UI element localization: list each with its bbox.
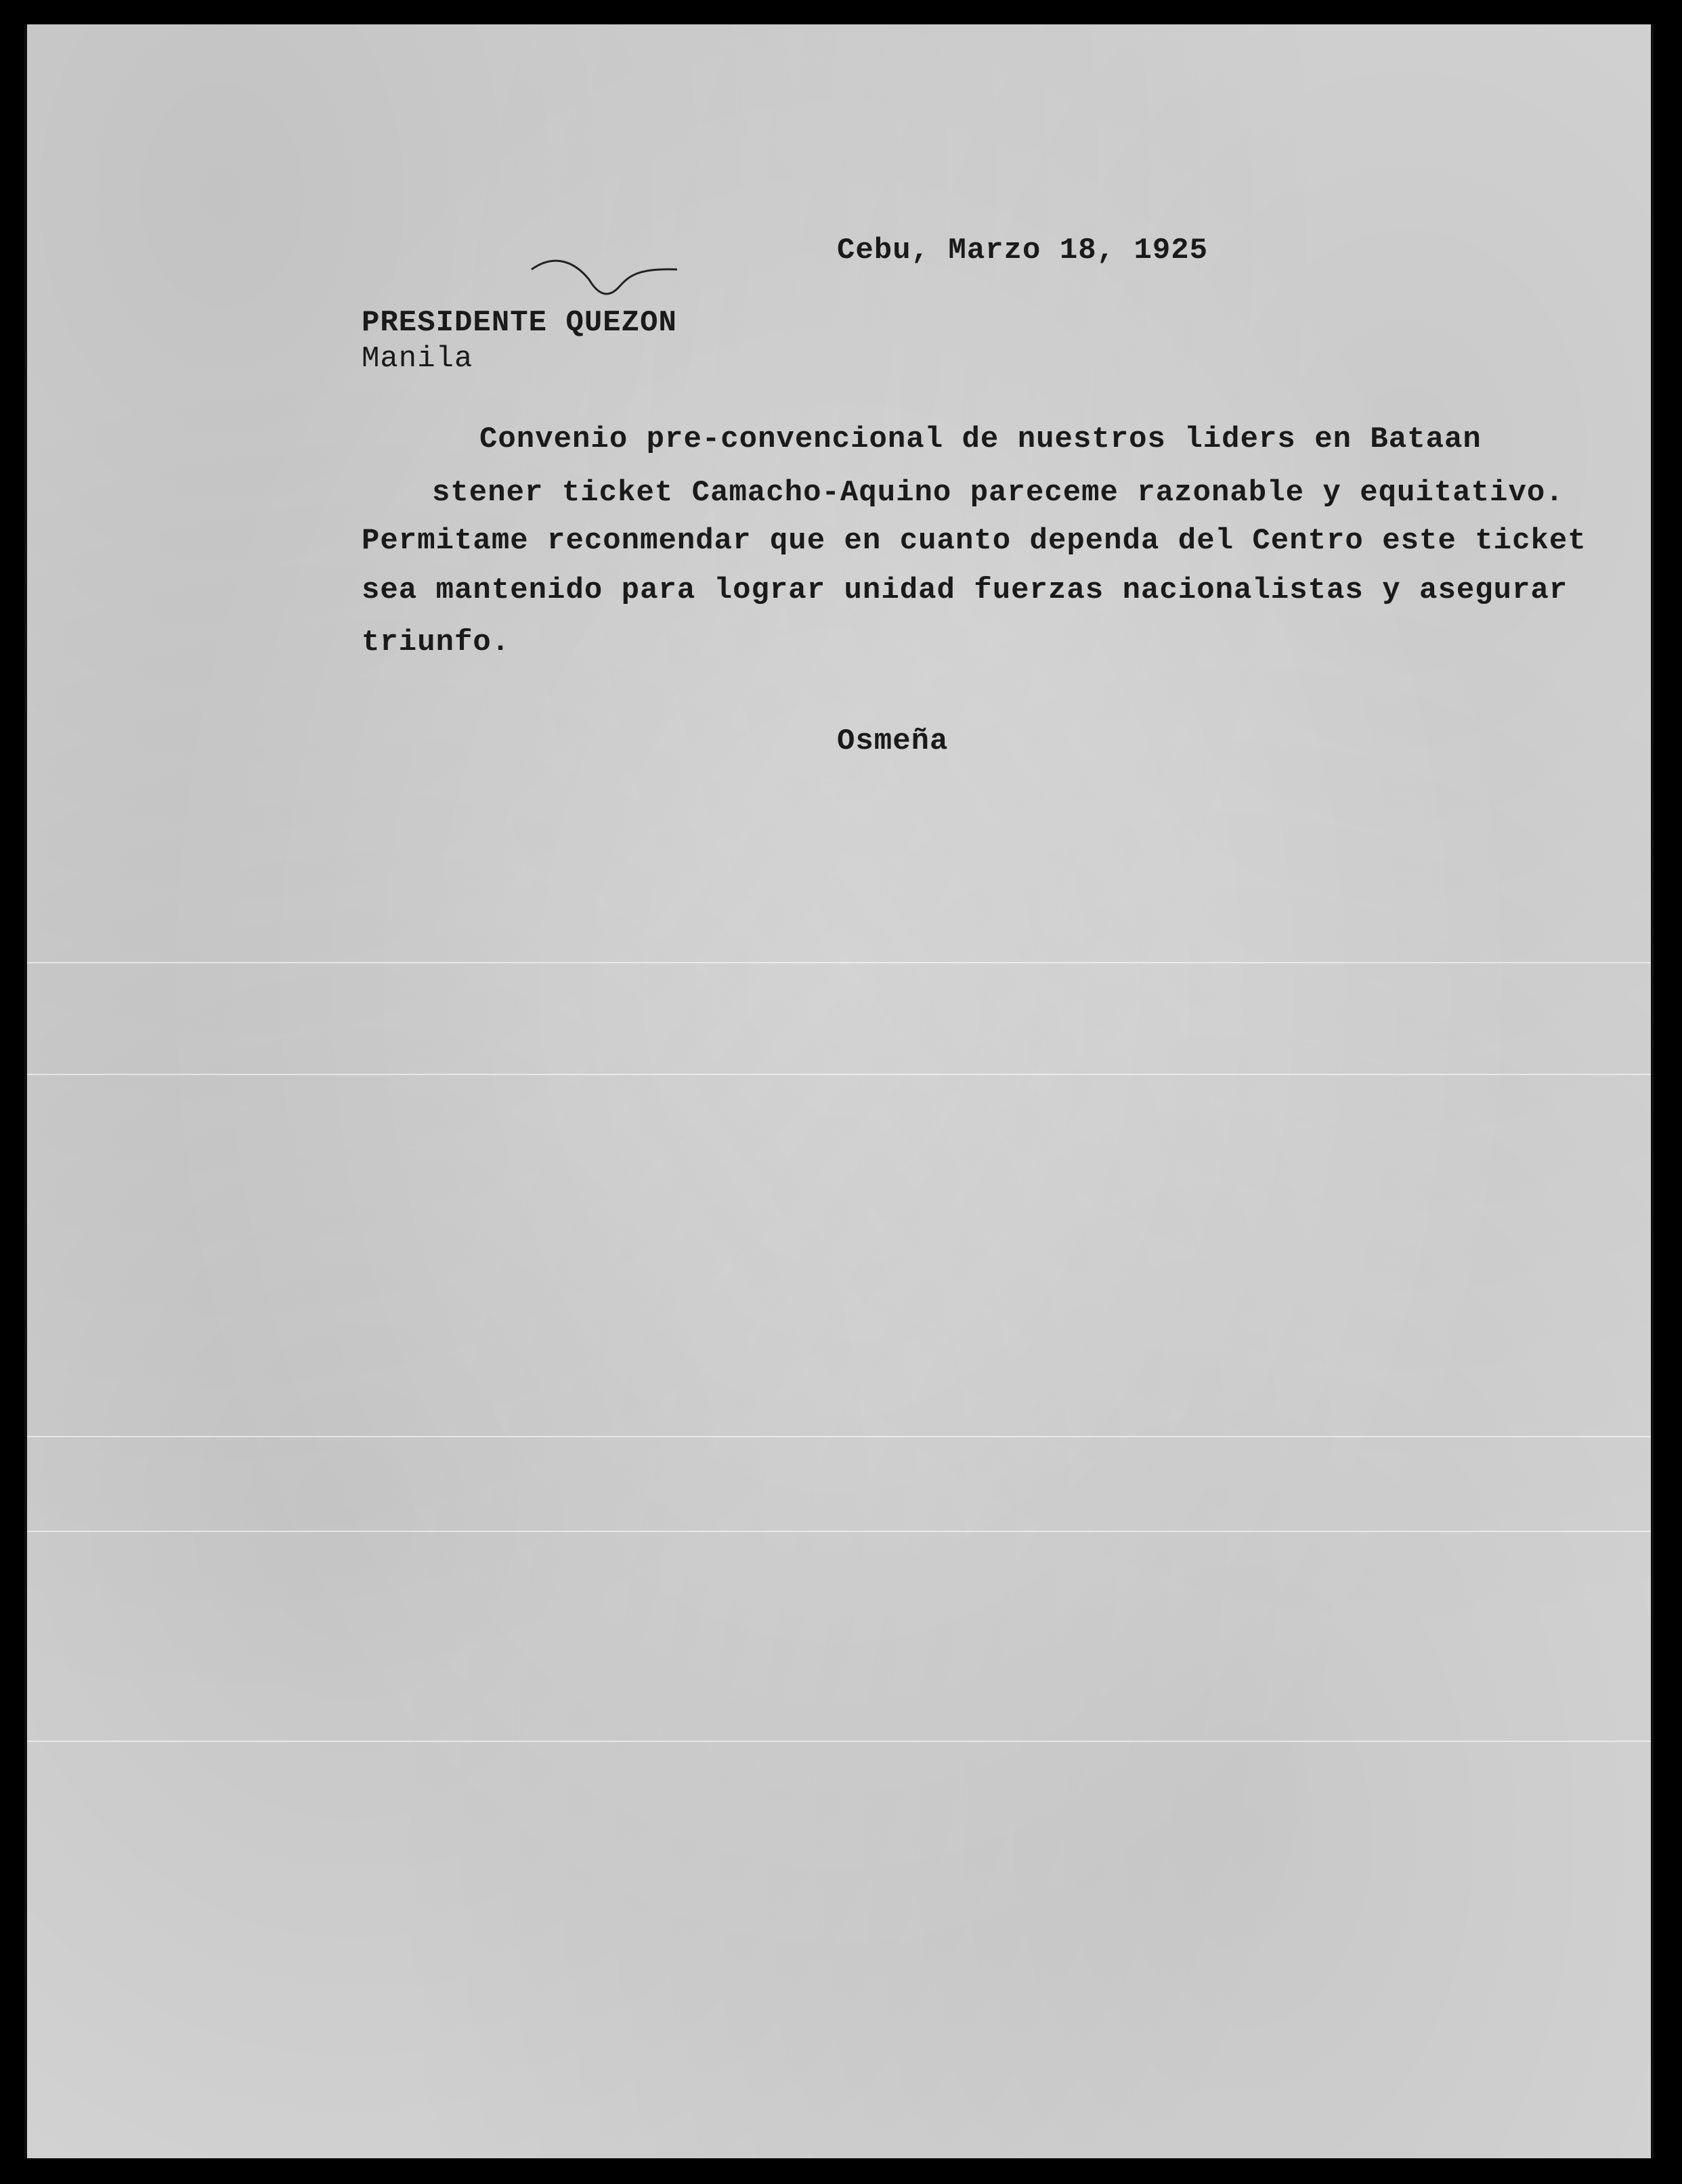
body-line-3: Permitame reconmendar que en cuanto dependa del Centro este ticket <box>362 524 1587 558</box>
recipient-city: Manila <box>362 342 473 376</box>
body-line-5: triunfo. <box>362 626 511 659</box>
fold-line <box>27 1074 1651 1075</box>
body-line-2: stener ticket Camacho-Aquino pareceme razonable y equitativo. <box>432 476 1564 510</box>
body-line-4: sea mantenido para lograr unidad fuerzas nacionalistas y asegurar <box>362 573 1568 607</box>
dateline: Cebu, Marzo 18, 1925 <box>837 234 1209 267</box>
document-page <box>24 24 1654 2158</box>
handwritten-check-mark <box>528 249 684 303</box>
fold-line <box>27 1741 1651 1742</box>
fold-line <box>27 962 1651 963</box>
signature: Osmeña <box>837 724 949 758</box>
fold-line <box>27 1531 1651 1532</box>
body-line-1: Convenio pre-convencional de nuestros liders en Bataan <box>479 422 1482 456</box>
recipient-title: PRESIDENTE QUEZON <box>362 306 677 340</box>
fold-line <box>27 1436 1651 1437</box>
